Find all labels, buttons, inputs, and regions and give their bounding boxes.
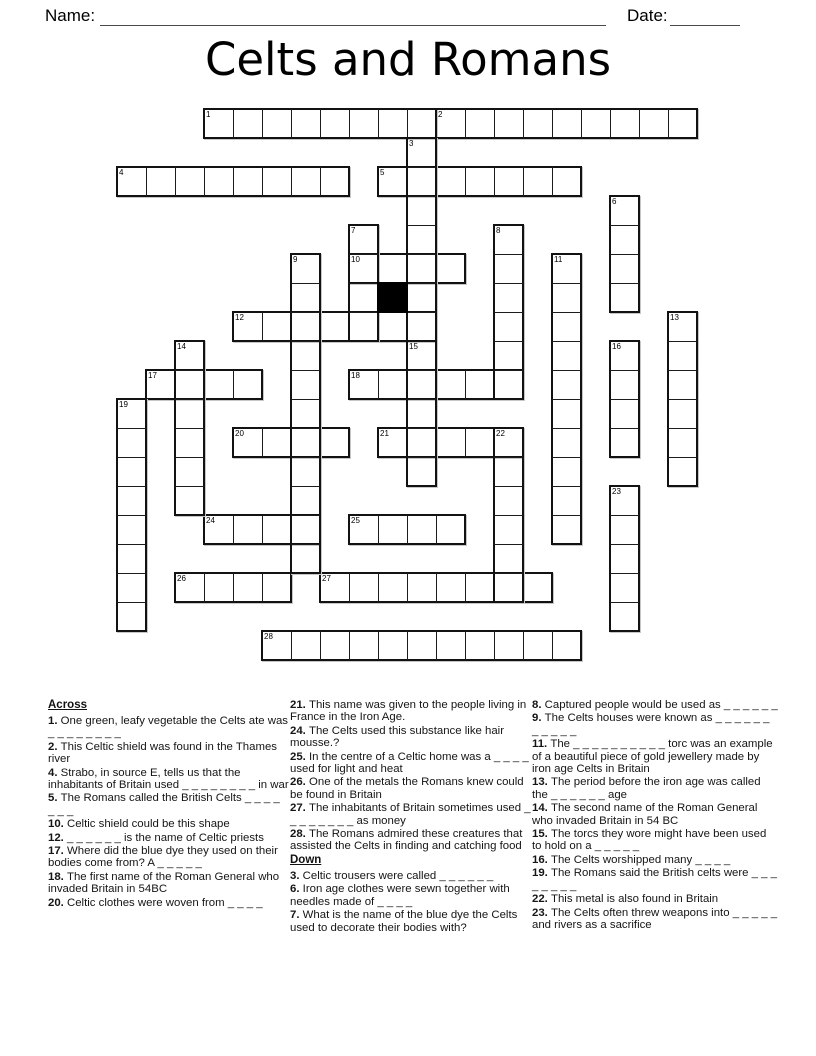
grid-cell[interactable]	[291, 457, 320, 486]
clue-number-label: 17.	[48, 845, 67, 858]
grid-cell[interactable]	[291, 544, 320, 573]
word-13-down	[667, 311, 698, 487]
grid-cell[interactable]	[407, 631, 436, 660]
clue-number-label: 24.	[290, 724, 309, 737]
grid-cell[interactable]	[407, 109, 436, 138]
grid-cell[interactable]	[262, 515, 291, 544]
grid-cell[interactable]	[291, 399, 320, 428]
word-4-across	[116, 166, 350, 197]
clue-3: 3. Celtic trousers were called _ _ _ _ _ _	[290, 869, 494, 882]
clue-number-label: 11.	[532, 738, 551, 751]
grid-cell[interactable]	[552, 399, 581, 428]
clue-number: 14	[177, 342, 186, 351]
crossword-grid	[117, 109, 698, 661]
clue-8: 8. Captured people would be used as _ _ _ _ _ _	[532, 699, 778, 711]
word-7-down	[348, 224, 379, 342]
clue-number: 13	[670, 313, 679, 322]
grid-cell[interactable]	[320, 631, 349, 660]
black-cell	[377, 282, 408, 313]
grid-cell[interactable]	[523, 109, 552, 138]
grid-cell[interactable]	[117, 573, 146, 602]
grid-cell[interactable]	[291, 283, 320, 312]
clue-17: 17. Where did the blue dye they used on their bodies come from? A _ _ _ _ _	[48, 845, 278, 870]
grid-cell[interactable]	[320, 167, 349, 196]
clue-27: 27. The inhabitants of Britain sometimes used _ _ _ _ _ _ _ _ as money	[290, 802, 531, 827]
grid-cell[interactable]	[291, 167, 320, 196]
word-26-across	[174, 572, 292, 603]
grid-cell[interactable]	[175, 370, 204, 399]
grid-cell[interactable]	[494, 544, 523, 573]
grid-cell[interactable]	[349, 631, 378, 660]
clue-6: 6. Iron age clothes were sewn together with needles made of _ _ _ _	[290, 883, 510, 908]
grid-cell[interactable]	[465, 428, 494, 457]
clue-number-label: 2.	[48, 740, 61, 753]
grid-cell[interactable]	[494, 486, 523, 515]
grid-cell[interactable]	[465, 573, 494, 602]
clue-number-label: 3.	[290, 869, 303, 882]
clue-number-label: 23.	[532, 906, 551, 919]
clue-18: 18. The first name of the Roman General who invaded Britain in 54BC	[48, 870, 280, 896]
grid-cell[interactable]	[494, 167, 523, 196]
clue-number-label: 18.	[48, 870, 67, 883]
word-9-down	[290, 253, 321, 574]
grid-cell[interactable]	[610, 254, 639, 283]
grid-cell[interactable]	[407, 283, 436, 312]
grid-cell[interactable]	[262, 167, 291, 196]
grid-cell[interactable]	[552, 341, 581, 370]
grid-cell[interactable]	[668, 109, 697, 138]
clue-number-label: 25.	[290, 750, 309, 763]
grid-cell[interactable]	[349, 312, 378, 341]
clue-number-label: 4.	[48, 766, 61, 779]
grid-cell[interactable]	[494, 515, 523, 544]
grid-cell[interactable]	[291, 370, 320, 399]
grid-cell[interactable]	[378, 573, 407, 602]
clue-number-label: 27.	[290, 802, 309, 815]
clue-number: 28	[264, 632, 273, 641]
grid-cell[interactable]	[117, 544, 146, 573]
grid-cell[interactable]	[436, 515, 465, 544]
grid-cell[interactable]	[581, 109, 610, 138]
clue-1: 1. One green, leafy vegetable the Celts ate was _ _ _ _ _ _ _ _	[48, 715, 288, 740]
grid-cell[interactable]	[378, 370, 407, 399]
grid-cell[interactable]	[610, 109, 639, 138]
clue-12: 12. _ _ _ _ _ _ is the name of Celtic priests	[48, 831, 264, 844]
clue-number-label: 19.	[532, 867, 551, 880]
grid-cell[interactable]	[407, 312, 436, 341]
clue-number-label: 12.	[48, 831, 67, 844]
grid-cell[interactable]	[320, 312, 349, 341]
clue-13: 13. The period before the iron age was called the _ _ _ _ _ _ age	[532, 776, 761, 801]
grid-cell[interactable]	[175, 486, 204, 515]
grid-cell[interactable]	[175, 399, 204, 428]
clue-number-label: 16.	[532, 853, 551, 866]
grid-cell[interactable]	[117, 515, 146, 544]
page-title: Celts and Romans	[204, 33, 612, 86]
clue-number: 8	[496, 226, 501, 235]
grid-cell[interactable]	[523, 573, 552, 602]
grid-cell[interactable]	[233, 515, 262, 544]
word-1-across	[203, 108, 437, 139]
grid-cell[interactable]	[233, 167, 262, 196]
clue-16: 16. The Celts worshipped many _ _ _ _	[532, 853, 731, 866]
grid-cell[interactable]	[262, 312, 291, 341]
grid-cell[interactable]	[407, 428, 436, 457]
word-11-down	[551, 253, 582, 545]
grid-cell[interactable]	[436, 254, 465, 283]
clue-number-label: 8.	[532, 699, 545, 711]
grid-cell[interactable]	[668, 341, 697, 370]
clue-number: 2	[438, 110, 443, 119]
clue-number: 9	[293, 255, 298, 264]
grid-cell[interactable]	[668, 370, 697, 399]
clue-14: 14. The second name of the Roman General who invaded Britain in 54 BC	[532, 802, 758, 827]
clue-number: 24	[206, 516, 215, 525]
grid-cell[interactable]	[552, 486, 581, 515]
word-16-down	[609, 340, 640, 458]
grid-cell[interactable]	[407, 515, 436, 544]
grid-cell[interactable]	[175, 457, 204, 486]
grid-cell[interactable]	[552, 283, 581, 312]
grid-cell[interactable]	[291, 341, 320, 370]
grid-cell[interactable]	[436, 370, 465, 399]
grid-cell[interactable]	[233, 109, 262, 138]
grid-cell[interactable]	[320, 428, 349, 457]
clue-number: 23	[612, 487, 621, 496]
grid-cell[interactable]	[407, 254, 436, 283]
clue-number-label: 14.	[532, 802, 551, 815]
grid-cell[interactable]	[349, 573, 378, 602]
date-label: Date:	[627, 6, 668, 25]
grid-cell[interactable]	[494, 109, 523, 138]
clue-column-right	[532, 699, 778, 932]
grid-cell[interactable]	[552, 631, 581, 660]
grid-cell[interactable]	[407, 370, 436, 399]
clue-number: 21	[380, 429, 389, 438]
clue-number: 7	[351, 226, 356, 235]
clue-number-label: 13.	[532, 776, 551, 789]
grid-cell[interactable]	[407, 573, 436, 602]
clue-number: 22	[496, 429, 505, 438]
grid-cell[interactable]	[204, 573, 233, 602]
clue-number-label: 21.	[290, 699, 309, 711]
clue-number-label: 26.	[290, 776, 309, 789]
clue-9: 9. The Celts houses were known as _ _ _ _ _ _ _ _ _ _ _	[532, 712, 770, 737]
clue-number: 26	[177, 574, 186, 583]
grid-cell[interactable]	[262, 573, 291, 602]
grid-cell[interactable]	[610, 515, 639, 544]
grid-cell[interactable]	[494, 283, 523, 312]
clue-28: 28. The Romans admired these creatures that assisted the Celts in finding and catching food	[290, 828, 523, 853]
clue-20: 20. Celtic clothes were woven from _ _ _ _	[48, 896, 263, 909]
clue-number-label: 10.	[48, 818, 67, 831]
word-6-down	[609, 195, 640, 313]
grid-cell[interactable]	[436, 167, 465, 196]
grid-cell[interactable]	[117, 486, 146, 515]
clue-number-label: 7.	[290, 909, 303, 922]
clue-column-middle	[290, 699, 531, 935]
clue-25: 25. In the centre of a Celtic home was a _ _ _ _ used for light and heat	[290, 750, 529, 776]
clue-number: 15	[409, 342, 418, 351]
clue-number-label: 6.	[290, 883, 303, 896]
clues-heading-down: Down	[290, 853, 322, 866]
word-19-down	[116, 398, 147, 632]
grid-cell[interactable]	[610, 399, 639, 428]
grid-cell[interactable]	[291, 486, 320, 515]
clue-22: 22. This metal is also found in Britain	[532, 893, 719, 906]
word-22-down	[493, 427, 524, 603]
grid-cell[interactable]	[175, 428, 204, 457]
clue-11: 11. The _ _ _ _ _ _ _ _ _ _ torc was an example of a beautiful piece of gold jewellery made by iron age Celts in Britain	[532, 738, 773, 776]
clue-2: 2. This Celtic shield was found in the Thames river	[48, 740, 277, 766]
grid-cell[interactable]	[552, 515, 581, 544]
word-3-down	[406, 137, 437, 342]
grid-cell[interactable]	[552, 428, 581, 457]
grid-cell[interactable]	[349, 109, 378, 138]
clue-number: 3	[409, 139, 414, 148]
clue-number: 20	[235, 429, 244, 438]
clue-number-label: 5.	[48, 792, 61, 805]
grid-cell[interactable]	[407, 399, 436, 428]
name-label: Name:	[45, 6, 96, 25]
grid-cell[interactable]	[610, 573, 639, 602]
clue-number-label: 9.	[532, 712, 545, 725]
clue-26: 26. One of the metals the Romans knew could be found in Britain	[290, 776, 524, 801]
grid-cell[interactable]	[378, 515, 407, 544]
grid-cell[interactable]	[407, 225, 436, 254]
grid-cell[interactable]	[552, 167, 581, 196]
grid-cell[interactable]	[552, 312, 581, 341]
grid-cell[interactable]	[262, 428, 291, 457]
word-28-across	[261, 630, 582, 661]
grid-cell[interactable]	[610, 370, 639, 399]
date-input-line[interactable]	[670, 7, 740, 26]
grid-cell[interactable]	[610, 428, 639, 457]
grid-cell[interactable]	[378, 254, 407, 283]
clue-15: 15. The torcs they wore might have been used to hold on a _ _ _ _ _	[532, 828, 767, 853]
grid-cell[interactable]	[291, 109, 320, 138]
grid-cell[interactable]	[465, 631, 494, 660]
grid-cell[interactable]	[523, 631, 552, 660]
grid-cell[interactable]	[204, 370, 233, 399]
clue-number: 12	[235, 313, 244, 322]
name-input-line[interactable]	[100, 7, 606, 26]
clue-number-label: 1.	[48, 715, 61, 727]
clue-number: 17	[148, 371, 157, 380]
grid-cell[interactable]	[117, 602, 146, 631]
clue-24: 24. The Celts used this substance like hair mousse.?	[290, 724, 505, 750]
grid-cell[interactable]	[668, 457, 697, 486]
grid-cell[interactable]	[465, 370, 494, 399]
grid-cell[interactable]	[117, 428, 146, 457]
clue-5: 5. The Romans called the British Celts _ _ _ _ _ _ _	[48, 792, 280, 817]
grid-cell[interactable]	[407, 457, 436, 486]
grid-cell[interactable]	[668, 399, 697, 428]
clues-heading-across: Across	[48, 699, 87, 711]
grid-cell[interactable]	[494, 370, 523, 399]
word-2-across	[435, 108, 698, 139]
grid-cell[interactable]	[291, 515, 320, 544]
grid-cell[interactable]	[436, 428, 465, 457]
word-15-down	[406, 340, 437, 487]
grid-cell[interactable]	[117, 457, 146, 486]
grid-cell[interactable]	[668, 428, 697, 457]
grid-cell[interactable]	[146, 167, 175, 196]
clue-7: 7. What is the name of the blue dye the Celts used to decorate their bodies with?	[290, 909, 518, 934]
grid-cell[interactable]	[436, 631, 465, 660]
grid-cell[interactable]	[494, 573, 523, 602]
grid-cell[interactable]	[291, 428, 320, 457]
grid-cell[interactable]	[233, 370, 262, 399]
grid-cell[interactable]	[320, 109, 349, 138]
clue-number-label: 20.	[48, 896, 67, 909]
grid-cell[interactable]	[494, 341, 523, 370]
grid-cell[interactable]	[378, 109, 407, 138]
grid-cell[interactable]	[639, 109, 668, 138]
grid-cell[interactable]	[552, 109, 581, 138]
grid-cell[interactable]	[233, 573, 262, 602]
grid-cell[interactable]	[494, 254, 523, 283]
grid-cell[interactable]	[378, 631, 407, 660]
grid-cell[interactable]	[291, 631, 320, 660]
clue-number: 25	[351, 516, 360, 525]
clue-4: 4. Strabo, in source E, tells us that the inhabitants of Britain used _ _ _ _ _ _ _ _ in war	[48, 766, 289, 792]
clue-19: 19. The Romans said the British celts were _ _ _ _ _ _ _ _	[532, 867, 778, 892]
clue-number: 19	[119, 400, 128, 409]
grid-cell[interactable]	[494, 312, 523, 341]
grid-cell[interactable]	[552, 457, 581, 486]
grid-cell[interactable]	[494, 457, 523, 486]
clue-10: 10. Celtic shield could be this shape	[48, 818, 230, 831]
grid-cell[interactable]	[407, 196, 436, 225]
grid-cell[interactable]	[523, 167, 552, 196]
grid-cell[interactable]	[291, 312, 320, 341]
grid-cell[interactable]	[552, 370, 581, 399]
grid-cell[interactable]	[407, 167, 436, 196]
grid-cell[interactable]	[610, 283, 639, 312]
word-23-down	[609, 485, 640, 632]
clue-number: 27	[322, 574, 331, 583]
grid-cell[interactable]	[349, 283, 378, 312]
grid-cell[interactable]	[465, 109, 494, 138]
grid-cell[interactable]	[262, 109, 291, 138]
grid-cell[interactable]	[175, 167, 204, 196]
clue-number: 16	[612, 342, 621, 351]
clue-23: 23. The Celts often threw weapons into _ _ _ _ _ and rivers as a sacrifice	[532, 906, 778, 931]
grid-cell[interactable]	[204, 167, 233, 196]
clue-number-label: 28.	[290, 828, 309, 841]
clue-number: 11	[554, 255, 563, 264]
grid-cell[interactable]	[494, 631, 523, 660]
clue-number-label: 22.	[532, 893, 551, 906]
clue-number: 18	[351, 371, 360, 380]
clue-number: 6	[612, 197, 617, 206]
word-25-across	[348, 514, 466, 545]
grid-cell[interactable]	[465, 167, 494, 196]
word-14-down	[174, 340, 205, 516]
clue-21: 21. This name was given to the people living in France in the Iron Age.	[290, 699, 527, 724]
clue-number: 10	[351, 255, 360, 264]
clue-column-left	[48, 699, 289, 910]
grid-cell[interactable]	[610, 544, 639, 573]
clue-number: 5	[380, 168, 385, 177]
clue-number: 4	[119, 168, 124, 177]
grid-cell[interactable]	[378, 312, 407, 341]
clue-number: 1	[206, 110, 211, 119]
clue-number-label: 15.	[532, 828, 551, 841]
grid-cell[interactable]	[436, 573, 465, 602]
word-8-down	[493, 224, 524, 400]
grid-cell[interactable]	[610, 225, 639, 254]
grid-cell[interactable]	[610, 602, 639, 631]
